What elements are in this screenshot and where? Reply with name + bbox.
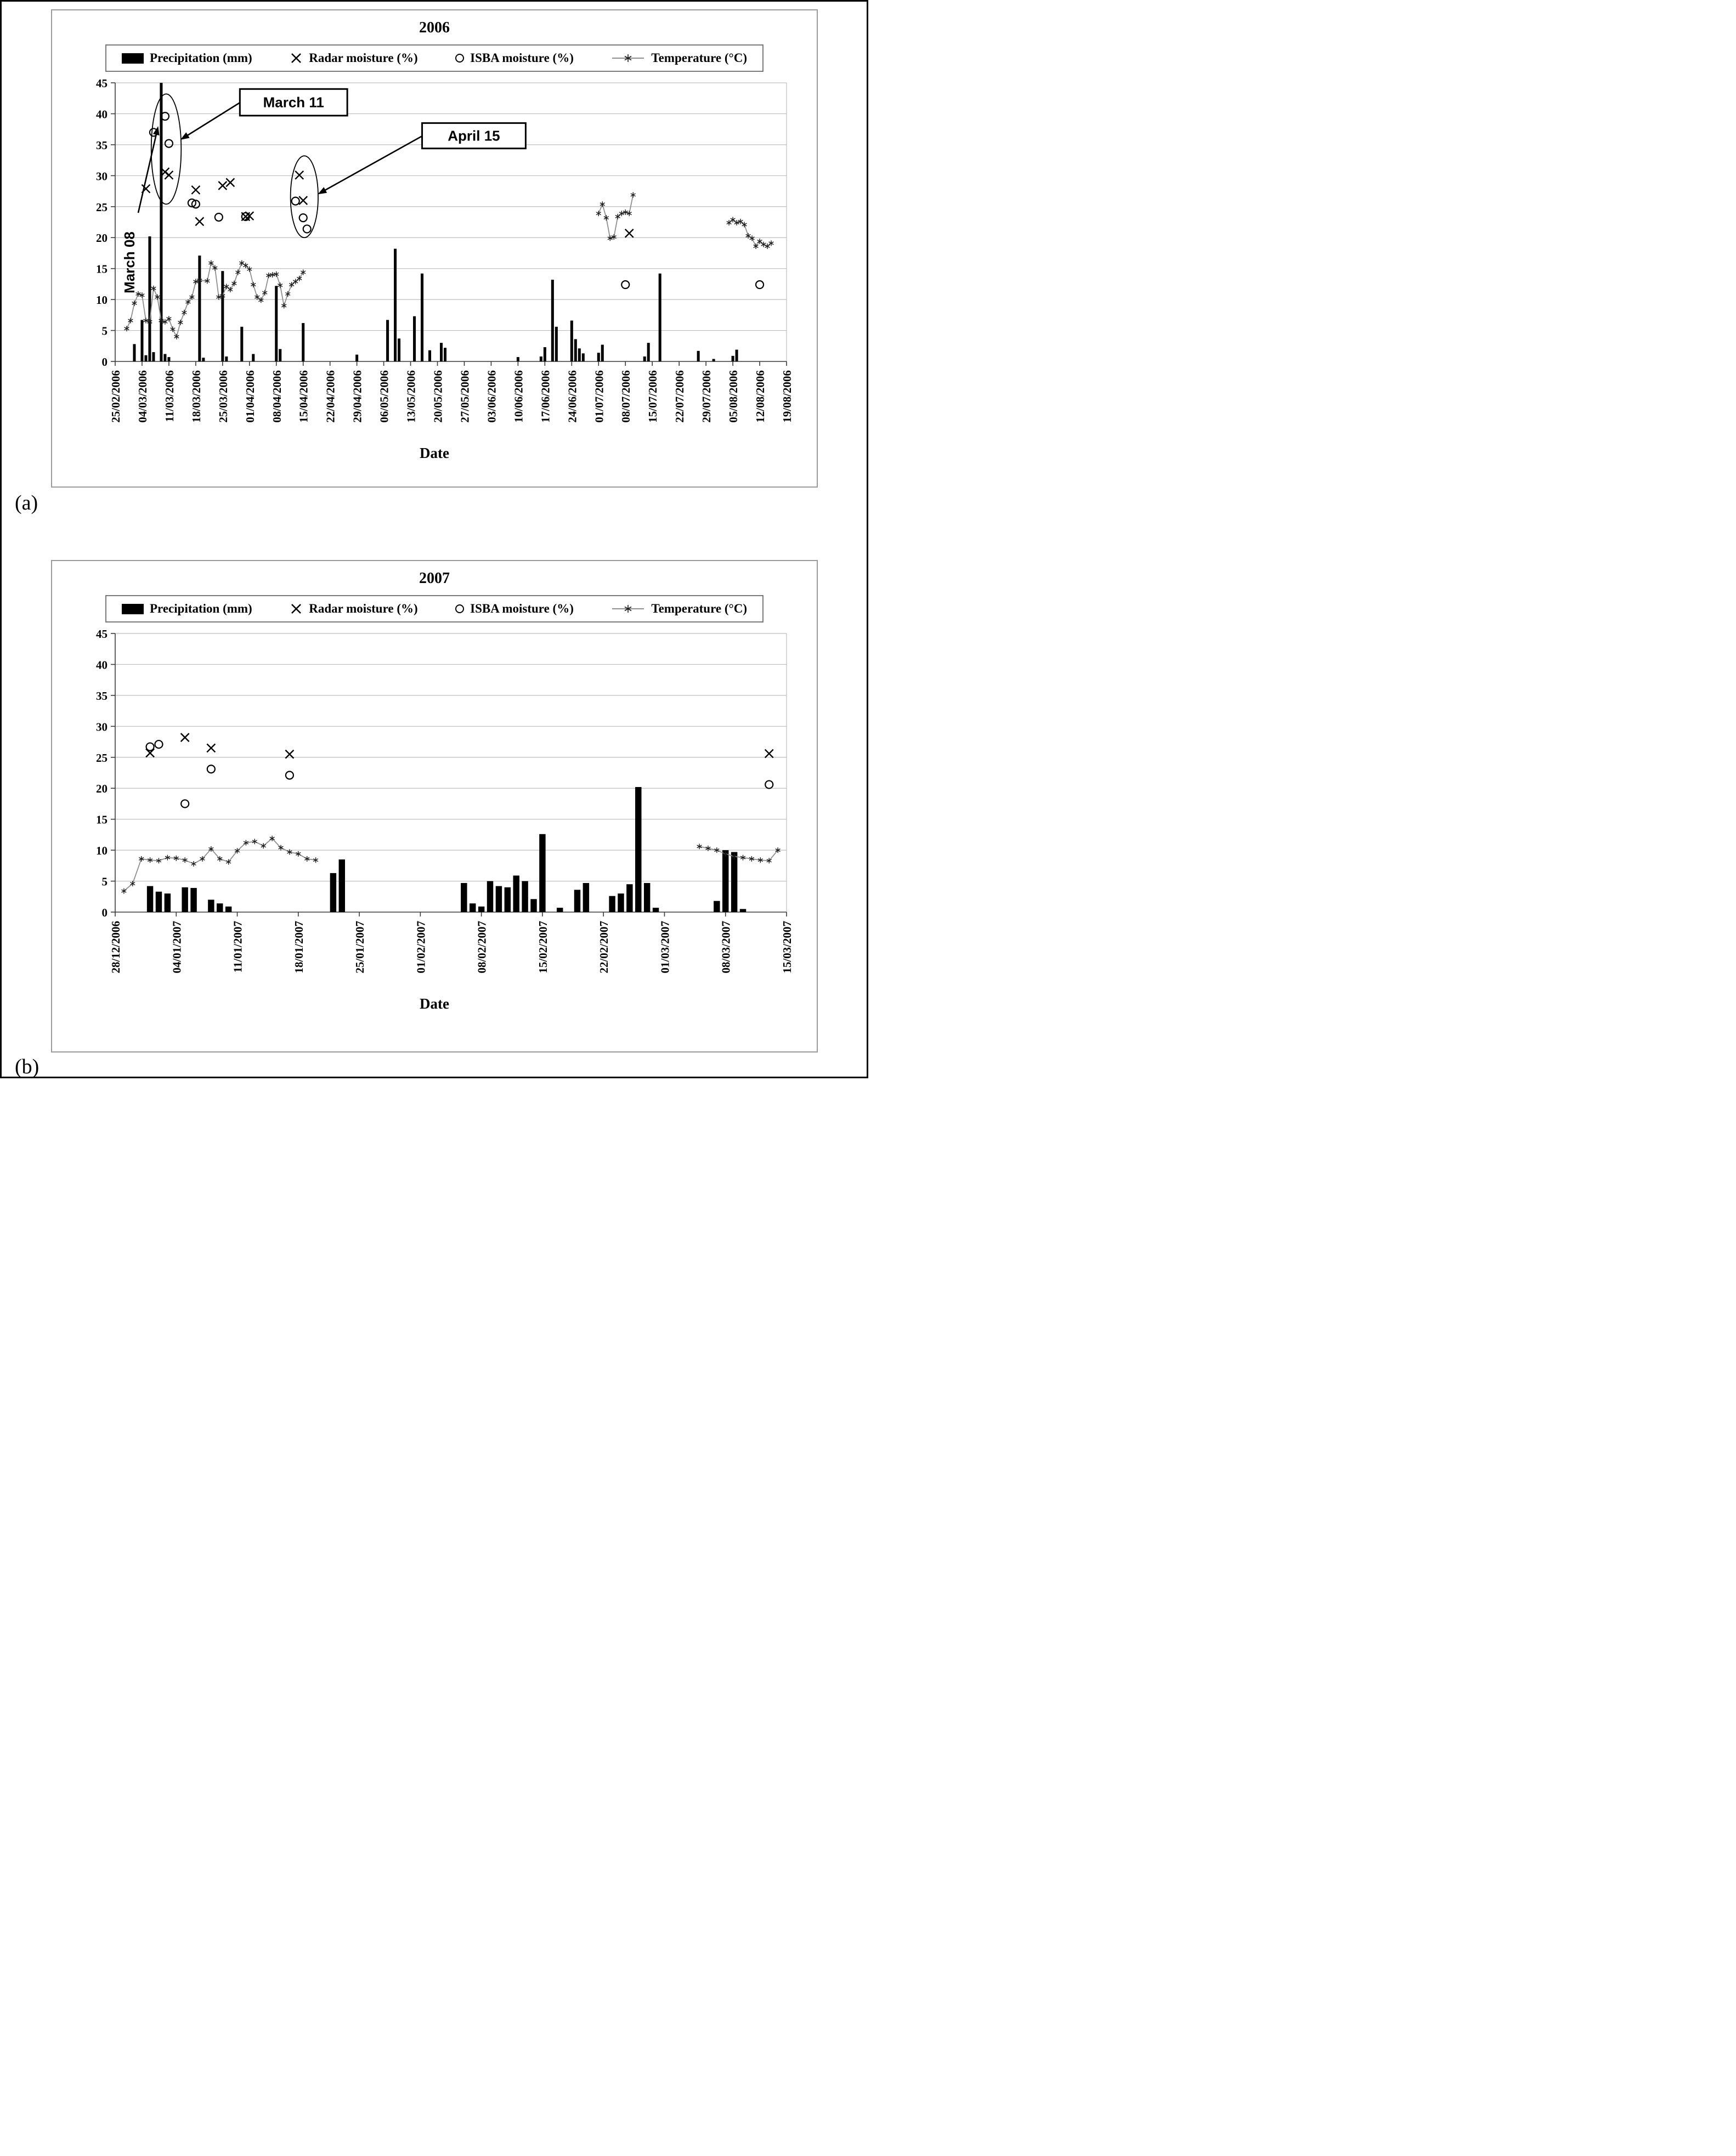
svg-text:15: 15 xyxy=(96,813,108,827)
svg-text:01/03/2007: 01/03/2007 xyxy=(658,921,672,974)
legend-item-isba-moisture xyxy=(455,602,574,616)
legend-item-temperature xyxy=(611,51,747,65)
legend-item-isba-moisture xyxy=(455,51,574,65)
svg-text:5: 5 xyxy=(101,875,108,889)
legend-2006 xyxy=(105,44,764,72)
svg-text:18/01/2007: 18/01/2007 xyxy=(292,921,306,974)
svg-text:April 15: April 15 xyxy=(448,127,500,144)
svg-text:06/05/2006: 06/05/2006 xyxy=(377,370,391,423)
svg-text:35: 35 xyxy=(96,689,108,703)
legend-item-precipitation xyxy=(122,51,252,65)
temperature-line-swatch-icon xyxy=(611,53,645,64)
svg-text:45: 45 xyxy=(96,77,108,90)
svg-text:15: 15 xyxy=(96,262,108,276)
legend-label-radar-moisture: Radar moisture (%) xyxy=(309,51,418,65)
svg-text:15/03/2007: 15/03/2007 xyxy=(781,921,794,974)
svg-text:5: 5 xyxy=(101,324,108,338)
legend-label-temperature: Temperature (°C) xyxy=(651,602,747,615)
circle-marker-swatch-icon xyxy=(455,604,464,613)
svg-text:30: 30 xyxy=(96,720,108,734)
svg-text:0: 0 xyxy=(101,906,108,919)
svg-text:40: 40 xyxy=(96,107,108,121)
svg-text:27/05/2006: 27/05/2006 xyxy=(458,370,472,423)
chart-panel-2006 xyxy=(51,9,818,488)
svg-text:35: 35 xyxy=(96,138,108,152)
svg-text:March 11: March 11 xyxy=(263,94,324,111)
chart-title-2006: 2006 xyxy=(419,19,450,36)
panel-label-b: (b) xyxy=(15,1055,39,1078)
svg-text:25: 25 xyxy=(96,200,108,214)
svg-text:24/06/2006: 24/06/2006 xyxy=(566,370,579,423)
svg-text:17/06/2006: 17/06/2006 xyxy=(539,370,552,423)
svg-text:29/07/2006: 29/07/2006 xyxy=(700,370,714,423)
svg-text:20: 20 xyxy=(96,782,108,796)
svg-text:22/07/2006: 22/07/2006 xyxy=(673,370,687,423)
svg-text:March 08: March 08 xyxy=(121,231,138,293)
svg-text:45: 45 xyxy=(96,627,108,641)
chart-title-2007: 2007 xyxy=(419,570,450,587)
temperature-line-swatch-icon xyxy=(611,603,645,614)
svg-text:12/08/2006: 12/08/2006 xyxy=(754,370,767,423)
precipitation-bar-swatch-icon xyxy=(122,604,144,614)
legend-label-radar-moisture: Radar moisture (%) xyxy=(309,602,418,615)
svg-text:08/04/2006: 08/04/2006 xyxy=(270,370,284,423)
svg-text:28/12/2006: 28/12/2006 xyxy=(109,921,122,974)
legend-label-isba-moisture: ISBA moisture (%) xyxy=(470,51,574,65)
svg-text:0: 0 xyxy=(101,355,108,369)
svg-text:18/03/2006: 18/03/2006 xyxy=(189,370,203,423)
legend-label-temperature: Temperature (°C) xyxy=(651,51,747,65)
svg-text:25: 25 xyxy=(96,751,108,765)
svg-text:25/03/2006: 25/03/2006 xyxy=(216,370,230,423)
svg-text:19/08/2006: 19/08/2006 xyxy=(781,370,794,423)
svg-text:03/06/2006: 03/06/2006 xyxy=(485,370,499,423)
plot-area-2007 xyxy=(67,625,802,998)
svg-text:04/03/2006: 04/03/2006 xyxy=(135,370,149,423)
x-marker-swatch-icon xyxy=(290,52,303,65)
svg-text:05/08/2006: 05/08/2006 xyxy=(727,370,740,423)
svg-text:01/04/2006: 01/04/2006 xyxy=(243,370,257,423)
x-axis-title-2007: Date xyxy=(420,995,449,1012)
legend-item-temperature xyxy=(611,602,747,616)
legend-item-radar-moisture xyxy=(290,602,417,616)
panel-label-a: (a) xyxy=(15,491,38,514)
legend-item-radar-moisture xyxy=(290,51,417,65)
svg-text:10: 10 xyxy=(96,844,108,858)
svg-text:10: 10 xyxy=(96,293,108,307)
svg-text:15/07/2006: 15/07/2006 xyxy=(646,370,660,423)
svg-text:01/02/2007: 01/02/2007 xyxy=(414,921,428,974)
x-axis-title-2006: Date xyxy=(420,445,449,461)
svg-text:11/03/2006: 11/03/2006 xyxy=(162,370,176,422)
svg-text:08/02/2007: 08/02/2007 xyxy=(475,921,489,974)
svg-text:01/07/2006: 01/07/2006 xyxy=(592,370,606,423)
svg-text:20/05/2006: 20/05/2006 xyxy=(431,370,445,423)
chart-panel-2007 xyxy=(51,560,818,1052)
legend-2007 xyxy=(105,595,764,623)
svg-text:15/04/2006: 15/04/2006 xyxy=(297,370,310,423)
svg-text:10/06/2006: 10/06/2006 xyxy=(512,370,525,423)
svg-text:30: 30 xyxy=(96,169,108,183)
svg-text:40: 40 xyxy=(96,658,108,672)
svg-text:25/01/2007: 25/01/2007 xyxy=(353,921,367,974)
svg-text:15/02/2007: 15/02/2007 xyxy=(536,921,550,974)
legend-label-precipitation: Precipitation (mm) xyxy=(150,602,252,615)
svg-text:22/04/2006: 22/04/2006 xyxy=(324,370,337,423)
svg-text:20: 20 xyxy=(96,231,108,245)
svg-text:13/05/2006: 13/05/2006 xyxy=(404,370,418,423)
svg-text:08/07/2006: 08/07/2006 xyxy=(619,370,633,423)
legend-label-precipitation: Precipitation (mm) xyxy=(150,51,252,65)
legend-item-precipitation xyxy=(122,602,252,616)
plot-area-2006 xyxy=(67,74,802,447)
circle-marker-swatch-icon xyxy=(455,54,464,63)
svg-text:08/03/2007: 08/03/2007 xyxy=(719,921,733,974)
svg-text:11/01/2007: 11/01/2007 xyxy=(231,921,245,973)
svg-text:22/02/2007: 22/02/2007 xyxy=(597,921,611,974)
legend-label-isba-moisture: ISBA moisture (%) xyxy=(470,602,574,615)
svg-text:29/04/2006: 29/04/2006 xyxy=(350,370,364,423)
svg-text:04/01/2007: 04/01/2007 xyxy=(170,921,184,974)
precipitation-bar-swatch-icon xyxy=(122,53,144,64)
svg-text:25/02/2006: 25/02/2006 xyxy=(109,370,122,423)
figure xyxy=(0,0,868,1078)
x-marker-swatch-icon xyxy=(290,602,303,615)
